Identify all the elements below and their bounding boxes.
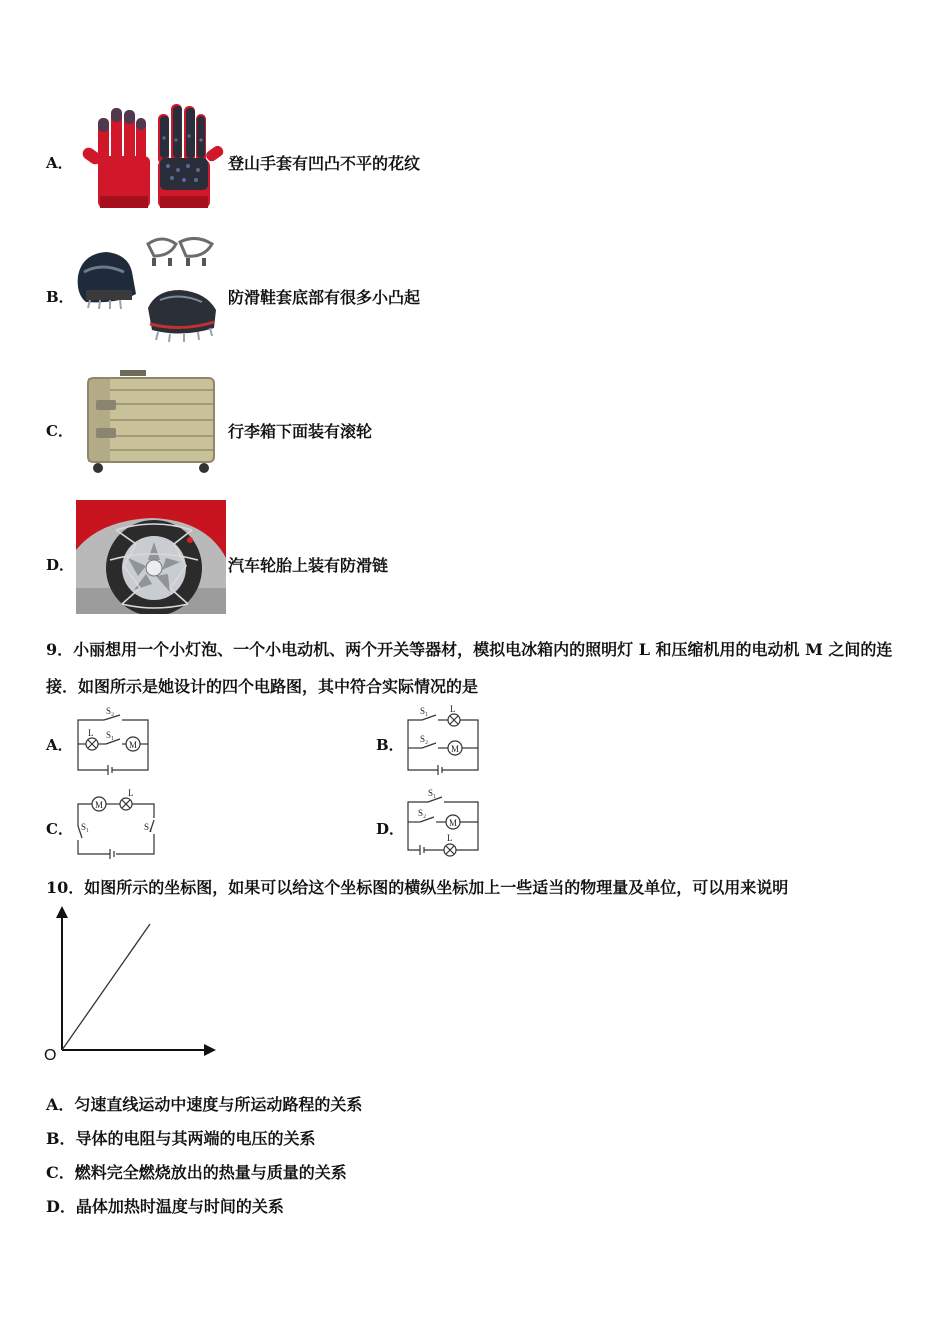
label-lamp: L — [88, 728, 94, 738]
q9-option-a-letter: A． — [46, 736, 73, 754]
shoe-cover-photo — [72, 232, 224, 346]
q10-option-a-letter: A． — [46, 1095, 75, 1114]
tire-chain-photo — [76, 500, 226, 614]
label-s1: S₁ — [420, 706, 429, 716]
circuit-diagram-d — [402, 786, 484, 862]
gloves-photo — [76, 100, 228, 212]
q10-option-a-text: 匀速直线运动中速度与所运动路程的关系 — [74, 1095, 363, 1114]
circuit-diagram-c — [72, 786, 160, 860]
q8-option-c-text: 行李箱下面装有滚轮 — [228, 422, 373, 441]
q10-option-a — [46, 1092, 362, 1115]
suitcase-photo — [84, 368, 218, 476]
q10-stem: 10．如图所示的坐标图，如果可以给这个坐标图的横纵坐标加上一些适当的物理量及单位，可以用来说明 — [46, 878, 789, 897]
label-s2: S₂ — [420, 734, 429, 744]
origin-label: O — [44, 1047, 57, 1064]
label-s2: S₂ — [418, 808, 427, 818]
label-lamp: L — [450, 704, 456, 714]
q9-option-b-letter: B． — [376, 736, 404, 754]
label-motor: M — [451, 744, 460, 754]
label-motor: M — [449, 818, 458, 828]
coordinate-graph — [40, 902, 220, 1064]
label-lamp: L — [128, 788, 134, 798]
circuit-diagram-a — [72, 702, 154, 776]
circuit-diagram-b — [402, 702, 484, 776]
q10-option-c-letter: C． — [46, 1163, 75, 1182]
q10-option-b-text: 导体的电阻与其两端的电压的关系 — [75, 1129, 316, 1148]
q10-option-d-text: 晶体加热时温度与时间的关系 — [75, 1197, 284, 1216]
q9-stem-line1: 9．小丽想用一个小灯泡、一个小电动机、两个开关等器材，模拟电冰箱内的照明灯 L 和压缩机用的电动机 M 之间的连 — [46, 640, 893, 659]
q8-option-d-text: 汽车轮胎上装有防滑链 — [228, 556, 389, 575]
label-s1: S₁ — [428, 788, 437, 798]
q8-option-d-letter: D． — [46, 556, 75, 574]
proportional-line — [62, 924, 150, 1050]
label-lamp: L — [447, 833, 453, 843]
label-s2: S₂ — [106, 706, 115, 716]
q8-option-b-letter: B． — [46, 288, 74, 306]
q10-option-d — [46, 1194, 284, 1217]
q9-option-c-letter: C． — [46, 820, 73, 838]
q8-option-a-letter: A． — [46, 154, 73, 172]
label-motor: M — [129, 740, 138, 750]
q8-option-b-text: 防滑鞋套底部有很多小凸起 — [228, 288, 421, 307]
label-s2: S₂ — [144, 822, 153, 832]
y-axis-arrow-icon — [56, 906, 68, 918]
x-axis-arrow-icon — [204, 1044, 216, 1056]
label-s1: S₁ — [106, 730, 115, 740]
q10-option-c-text: 燃料完全燃烧放出的热量与质量的关系 — [74, 1163, 347, 1182]
q8-option-a-text: 登山手套有凹凸不平的花纹 — [228, 154, 421, 173]
q10-option-b-letter: B． — [46, 1129, 76, 1148]
label-s1: S₁ — [81, 822, 90, 832]
q10-option-b — [46, 1126, 316, 1149]
label-motor: M — [95, 800, 104, 810]
q9-option-d-letter: D． — [376, 820, 405, 838]
q8-option-c-letter: C． — [46, 422, 73, 440]
q10-option-d-letter: D． — [46, 1197, 76, 1216]
q10-option-c — [46, 1160, 347, 1183]
q9-stem-line2: 接．如图所示是她设计的四个电路图，其中符合实际情况的是 — [46, 677, 479, 696]
